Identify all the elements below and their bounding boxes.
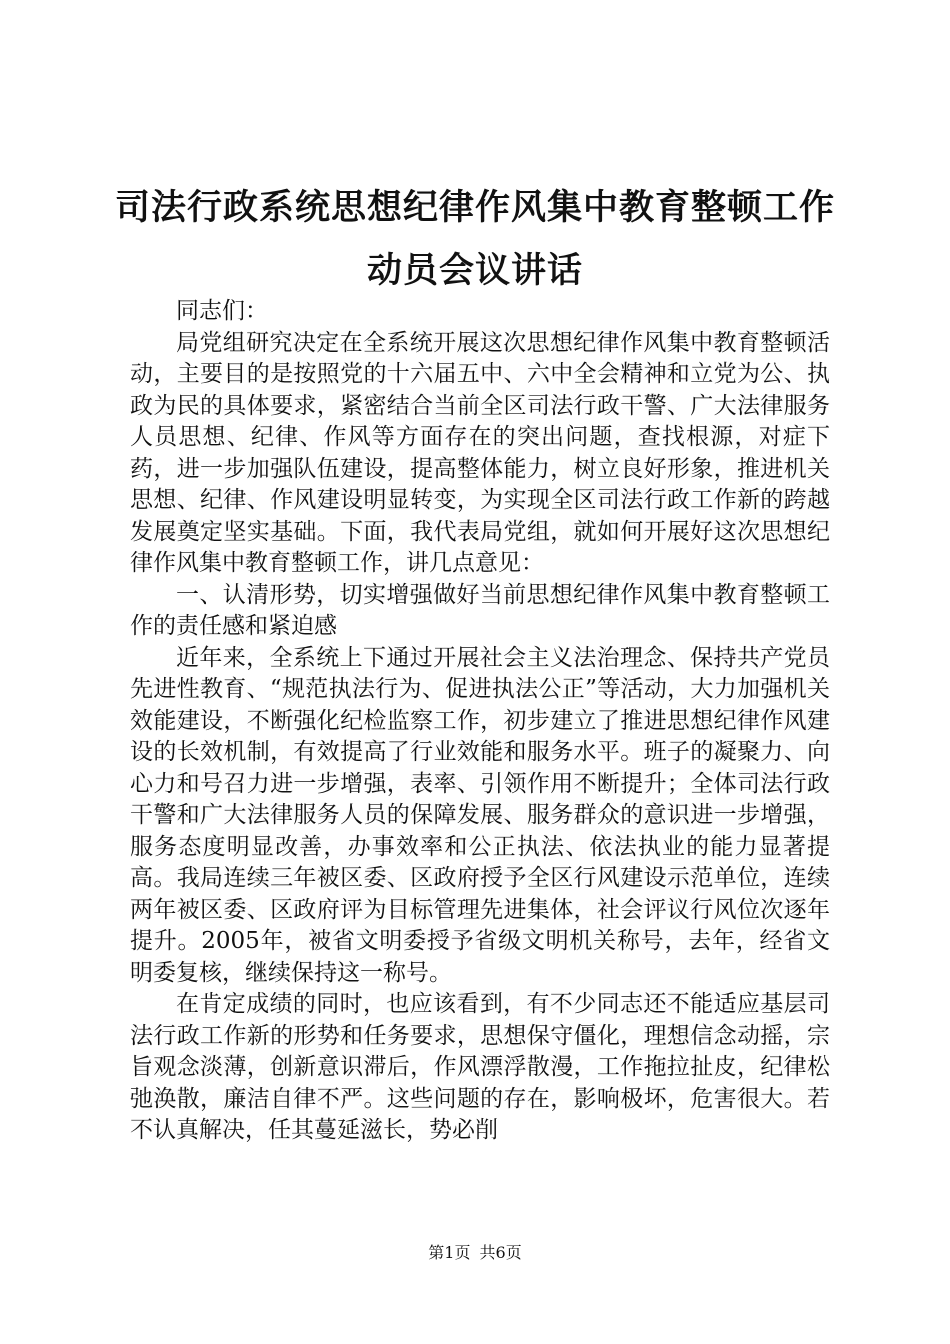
paragraph-problems: 在肯定成绩的同时，也应该看到，有不少同志还不能适应基层司法行政工作新的形势和任务要求，思想保守僵化，理想信念动摇，宗旨观念淡薄，创新意识滞后，作风漂浮散漫，工作拖拉扯皮，纪律松弛涣散，廉洁自律不严。这些问题的存在，影响极坏，危害很大。若不认真解决，任其蔓延滋长，势必削 [130,991,830,1143]
document-title-line-1: 司法行政系统思想纪律作风集中教育整顿工作 [114,188,835,228]
paragraph-greeting: 同志们： [176,298,268,324]
document-title-line-2: 动员会议讲话 [366,251,583,291]
page-number-total: 共6页 [479,1243,522,1262]
section-heading-1: 一、认清形势，切实增强做好当前思想纪律作风集中教育整顿工作的责任感和紧迫感 [130,581,830,639]
page-number-current: 第1页 [428,1243,471,1262]
document-body [130,296,830,1147]
page-footer [0,1243,950,1263]
paragraph-achievements: 近年来，全系统上下通过开展社会主义法治理念、保持共产党员先进性教育、“规范执法行为、促进执法公正”等活动，大力加强机关效能建设，不断强化纪检监察工作，初步建立了推进思想纪律作风建设的长效机制，有效提高了行业效能和服务水平。班子的凝聚力、向心力和号召力进一步增强，表率、引领作用不断提升；全体司法行政干警和广大法律服务人员的保障发展、服务群众的意识进一步增强，服务态度明显改善，办事效率和公正执法、依法执业的能力显著提高。我局连续三年被区委、区政府授予全区行风建设示范单位，连续两年被区委、区政府评为目标管理先进集体，社会评议行风位次逐年提升。2005年，被省文明委授予省级文明机关称号，去年，经省文明委复核，继续保持这一称号。 [130,644,830,986]
paragraph-intro: 局党组研究决定在全系统开展这次思想纪律作风集中教育整顿活动，主要目的是按照党的十六届五中、六中全会精神和立党为公、执政为民的具体要求，紧密结合当前全区司法行政干警、广大法律服务人员思想、纪律、作风等方面存在的突出问题，查找根源，对症下药，进一步加强队伍建设，提高整体能力，树立良好形象，推进机关思想、纪律、作风建设明显转变，为实现全区司法行政工作新的跨越发展奠定坚实基础。下面，我代表局党组，就如何开展好这次思想纪律作风集中教育整顿工作，讲几点意见： [130,329,830,576]
